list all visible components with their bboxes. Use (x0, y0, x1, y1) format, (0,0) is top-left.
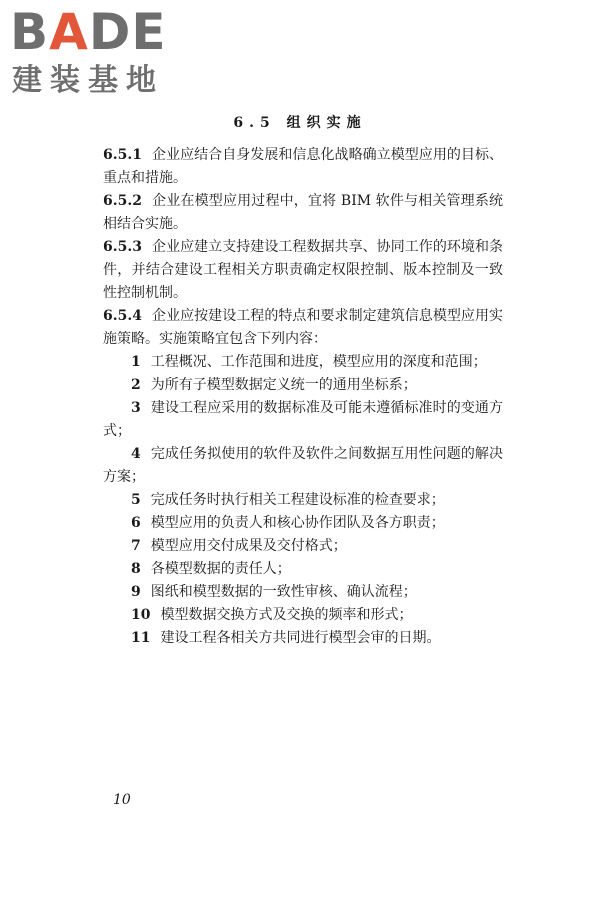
section-title: 6.5 组织实施 (233, 115, 367, 131)
item-number: 1 (131, 354, 141, 370)
list-item (103, 627, 503, 650)
item-number: 8 (131, 561, 141, 577)
list-item (103, 489, 503, 512)
clause-number: 6.5.2 (103, 193, 142, 209)
item-number: 9 (131, 584, 141, 600)
bade-logo (10, 4, 180, 100)
strategy-item-list (103, 351, 503, 650)
clause-6-5-3 (103, 236, 503, 305)
page-number: 10 (113, 792, 131, 808)
list-item (103, 535, 503, 558)
item-text: 工程概况、工作范围和进度，模型应用的深度和范围； (150, 354, 487, 370)
item-number: 11 (131, 630, 151, 646)
item-text: 模型应用的负责人和核心协作团队及各方职责； (150, 515, 445, 531)
logo-accent-letter: A (49, 3, 89, 61)
item-text: 完成任务拟使用的软件及软件之间数据互用性问题的解决方案； (103, 446, 503, 485)
clause-number: 6.5.4 (103, 308, 142, 324)
item-text: 完成任务时执行相关工程建设标准的检查要求； (150, 492, 445, 508)
item-text: 建设工程各相关方共同进行模型会审的日期。 (160, 630, 441, 646)
clause-number: 6.5.1 (103, 147, 142, 163)
clause-6-5-1 (103, 144, 503, 190)
list-item (103, 397, 503, 443)
item-number: 5 (131, 492, 141, 508)
item-number: 6 (131, 515, 141, 531)
item-text: 为所有子模型数据定义统一的通用坐标系； (150, 377, 417, 393)
item-text: 建设工程应采用的数据标准及可能未遵循标准时的变通方式； (103, 400, 503, 439)
clause-6-5-4 (103, 305, 503, 351)
logo-subtitle: 建装基地 (12, 63, 164, 98)
item-text: 模型数据交换方式及交换的频率和形式； (160, 607, 413, 623)
list-item (103, 443, 503, 489)
list-item (103, 512, 503, 535)
list-item (103, 581, 503, 604)
item-number: 2 (131, 377, 141, 393)
clause-number: 6.5.3 (103, 239, 142, 255)
clause-6-5-2 (103, 190, 503, 236)
list-item (103, 351, 503, 374)
item-number: 4 (131, 446, 141, 462)
item-number: 7 (131, 538, 141, 554)
list-item (103, 604, 503, 627)
item-text: 模型应用交付成果及交付格式； (150, 538, 347, 554)
list-item (103, 374, 503, 397)
list-item (103, 558, 503, 581)
item-number: 10 (131, 607, 151, 623)
logo-wordmark: BADE (10, 3, 167, 61)
clause-text: 企业应结合自身发展和信息化战略确立模型应用的目标、重点和措施。 (103, 147, 503, 186)
item-number: 3 (131, 400, 141, 416)
item-text: 图纸和模型数据的一致性审核、确认流程； (150, 584, 417, 600)
clause-text: 企业应建立支持建设工程数据共享、协同工作的环境和条件，并结合建设工程相关方职责确定权限控制、版本控制及一致性控制机制。 (103, 239, 503, 301)
document-body (103, 144, 503, 650)
clause-text: 企业在模型应用过程中，宜将 BIM 软件与相关管理系统相结合实施。 (103, 193, 503, 232)
clause-text: 企业应按建设工程的特点和要求制定建筑信息模型应用实施策略。实施策略宜包含下列内容： (103, 308, 503, 347)
item-text: 各模型数据的责任人； (150, 561, 291, 577)
